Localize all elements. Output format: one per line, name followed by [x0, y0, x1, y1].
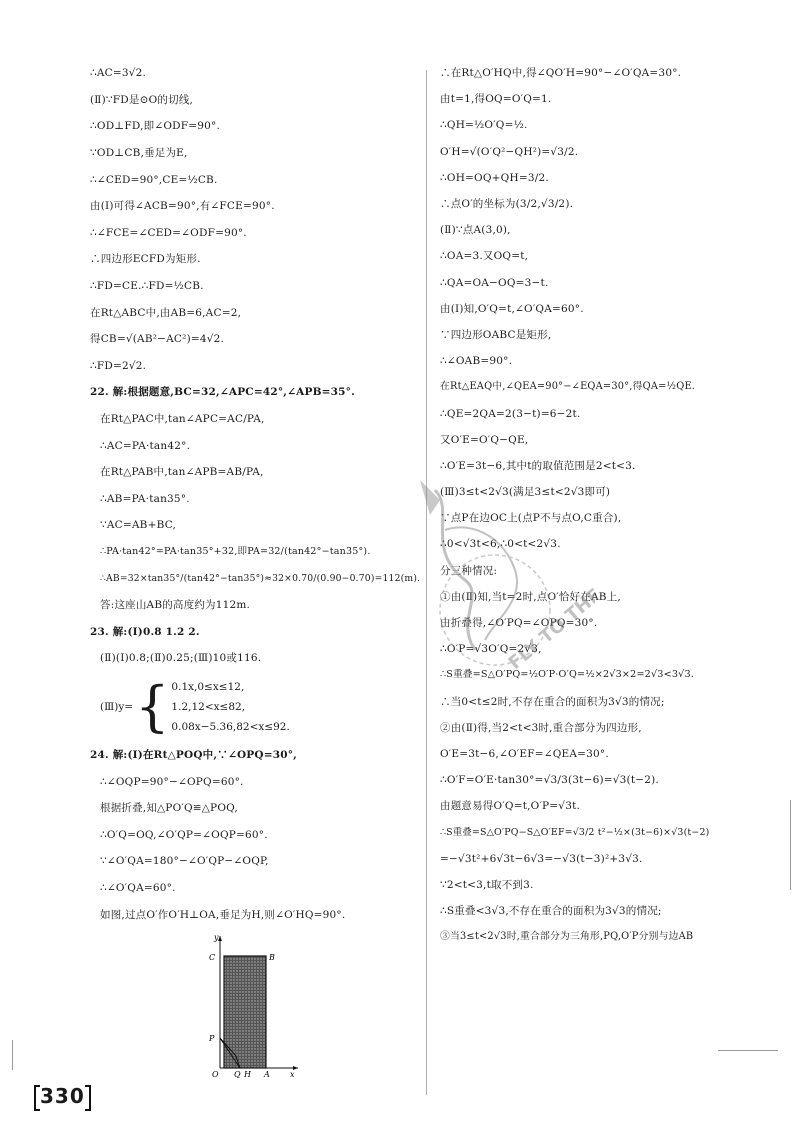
text-line: 答:这座山AB的高度约为112m. [100, 599, 251, 612]
text-line: ∴AC=PA·tan42°. [100, 439, 191, 452]
text-line: ∴AB=32×tan35°/(tan42°−tan35°)≈32×0.70/(0.90−0.70)=112(m). [100, 572, 421, 584]
text-line: O′H=√(O′Q²−QH²)=√3/2. [440, 145, 579, 158]
text-line: ∴OD⊥FD,即∠ODF=90°. [90, 120, 221, 133]
text-line: ∴O′Q=OQ,∠O′QP=∠OQP=60°. [100, 828, 268, 841]
point-label-p: P [209, 1033, 215, 1043]
text-line: ∴∠O′QA=60°. [100, 881, 176, 894]
text-line: ∴OA=3.又OQ=t, [440, 250, 529, 263]
text-line: ∴PA·tan42°=PA·tan35°+32,即PA=32/(tan42°−tan35°). [100, 545, 371, 557]
text-line: ∵∠O′QA=180°−∠O′QP−∠OQP, [100, 855, 269, 868]
text-line: ∴∠OAB=90°. [440, 355, 513, 368]
text-line: ∴OH=OQ+QH=3/2. [440, 171, 549, 184]
text-line: 如图,过点O′作O′H⊥OA,垂足为H,则∠O′HQ=90°. [100, 908, 346, 921]
piecewise-function [90, 672, 415, 742]
text-line: ∴QH=½O′Q=½. [440, 119, 528, 132]
text-line: =−√3t²+6√3t−6√3=−√3(t−3)²+3√3. [440, 852, 643, 865]
text-line: ①由(Ⅱ)知,当t=2时,点O′恰好在AB上, [440, 590, 621, 603]
text-line: ∴AC=3√2. [90, 67, 147, 80]
problem-22-heading: 22. 解:根据题意,BC=32,∠APC=42°,∠APB=35°. [90, 386, 355, 399]
scan-mark [12, 1040, 13, 1070]
text-line: 又O′E=O′Q−QE, [440, 433, 529, 446]
text-line: (Ⅱ)(Ⅰ)0.8;(Ⅱ)0.25;(Ⅲ)10或116. [100, 652, 262, 665]
text-line: ∴O′F=O′E·tan30°=√3/3(3t−6)=√3(t−2). [440, 774, 659, 787]
text-line: ∵OD⊥CB,垂足为E, [90, 147, 188, 160]
text-line: ∴点O′的坐标为(3/2,√3/2). [440, 198, 574, 211]
text-line: 分三种情况: [440, 564, 498, 577]
watermark-text: FLY TO THE [504, 584, 595, 674]
text-line: 在Rt△PAB中,tan∠APB=AB/PA, [100, 466, 264, 479]
text-line: 由t=1,得OQ=O′Q=1. [440, 93, 552, 106]
rectangle-diagram [200, 928, 300, 1078]
brace-icon: { [135, 674, 170, 738]
point-label-q: Q [234, 1069, 241, 1078]
text-line: ∴∠FCE=∠CED=∠ODF=90°. [90, 226, 247, 239]
point-label-b: B [269, 952, 275, 962]
point-label-h: H [244, 1069, 251, 1078]
text-line: O′E=3t−6,∠O′EF=∠QEA=30°. [440, 747, 609, 760]
scan-mark [718, 1050, 778, 1051]
text-line: 由(Ⅰ)知,O′Q=t,∠O′QA=60°. [440, 302, 584, 315]
text-line: ∴O′P=√3O′Q=2√3, [440, 643, 542, 656]
text-line: ∴S重叠<3√3,不存在重合的面积为3√3的情况; [440, 905, 662, 918]
page-number [34, 1084, 91, 1111]
text-line: ∴∠CED=90°,CE=½CB. [90, 173, 218, 186]
text-line: 得CB=√(AB²−AC²)=4√2. [90, 333, 225, 346]
axis-label-y: y [214, 932, 219, 942]
text-line: ∵点P在边OC上(点P不与点O,C重合), [440, 512, 622, 525]
text-line: ∴四边形ECFD为矩形. [90, 253, 201, 266]
text-line: 由(Ⅰ)可得∠ACB=90°,有∠FCE=90°. [90, 200, 275, 213]
text-line: ∴AB=PA·tan35°. [100, 492, 190, 505]
piecewise-prefix: (Ⅲ)y= [100, 700, 134, 713]
bird-logo-icon [395, 470, 595, 680]
text-line: ∴S重叠=S△O′PQ−S△O′EF=√3/2 t²−½×(3t−6)×√3(t−2) [440, 826, 710, 838]
text-line: ②由(Ⅱ)得,当2<t<3时,重合部分为四边形, [440, 721, 642, 734]
point-label-o: O [212, 1069, 219, 1078]
text-line: ∴O′E=3t−6,其中t的取值范围是2<t<3. [440, 459, 636, 472]
text-line: ③当3≤t<2√3时,重合部分为三角形,PQ,O′P分别与边AB [440, 931, 694, 943]
text-line: 在Rt△ABC中,由AB=6,AC=2, [90, 306, 242, 319]
page-number-value: 330 [40, 1084, 85, 1108]
axis-label-x: x [290, 1069, 295, 1078]
text-line: 在Rt△PAC中,tan∠APC=AC/PA, [100, 413, 265, 426]
text-line: ∴0<√3t<6,∴0<t<2√3. [440, 538, 561, 551]
text-line: ∴FD=CE.∴FD=½CB. [90, 280, 204, 293]
text-line: (Ⅲ)3≤t<2√3(满足3≤t<2√3即可) [440, 486, 611, 499]
text-line: ∴当0<t≤2时,不存在重合的面积为3√3的情况; [440, 695, 665, 708]
problem-23-heading: 23. 解:(Ⅰ)0.8 1.2 2. [90, 625, 200, 638]
piecewise-row: 1.2,12<x≤82, [171, 700, 246, 713]
text-line: 由题意易得O′Q=t,O′P=√3t. [440, 800, 581, 813]
scan-mark [790, 800, 791, 890]
point-label-c: C [209, 952, 216, 962]
text-line: ∵2<t<3,t取不到3. [440, 878, 534, 891]
piecewise-row: 0.08x−5.36,82<x≤92. [171, 720, 290, 733]
problem-24-heading: 24. 解:(Ⅰ)在Rt△POQ中,∵∠OPQ=30°, [90, 748, 298, 761]
text-line: (Ⅱ)∵点A(3,0), [440, 224, 511, 237]
piecewise-row: 0.1x,0≤x≤12, [171, 680, 245, 693]
text-line: 根据折叠,知△PO′Q≌△POQ, [100, 802, 238, 815]
text-line: ∴在Rt△O′HQ中,得∠QO′H=90°−∠O′QA=30°. [440, 67, 682, 80]
piecewise-rows [171, 677, 289, 737]
text-line: ∴∠OQP=90°−∠OPQ=60°. [100, 775, 244, 788]
text-line: ∴QE=2QA=2(3−t)=6−2t. [440, 407, 581, 420]
text-line: ∵AC=AB+BC, [100, 519, 177, 532]
text-line: (Ⅱ)∵FD是⊙O的切线, [90, 93, 194, 106]
text-line: 由折叠得,∠O′PQ=∠OPQ=30°. [440, 617, 598, 630]
text-line: ∴S重叠=S△O′PQ=½O′P·O′Q=½×2√3×2=2√3<3√3. [440, 669, 695, 681]
watermark-stamp [395, 470, 595, 680]
text-line: ∴QA=OA−OQ=3−t. [440, 276, 549, 289]
text-line: 在Rt△EAQ中,∠QEA=90°−∠EQA=30°,得QA=½QE. [440, 381, 696, 393]
text-line: ∵四边形OABC是矩形, [440, 328, 552, 341]
text-line: ∴FD=2√2. [90, 359, 147, 372]
point-label-a: A [264, 1069, 270, 1078]
left-column [90, 60, 421, 1088]
bracket-right-icon [85, 1085, 91, 1111]
geometry-figure [200, 928, 300, 1088]
